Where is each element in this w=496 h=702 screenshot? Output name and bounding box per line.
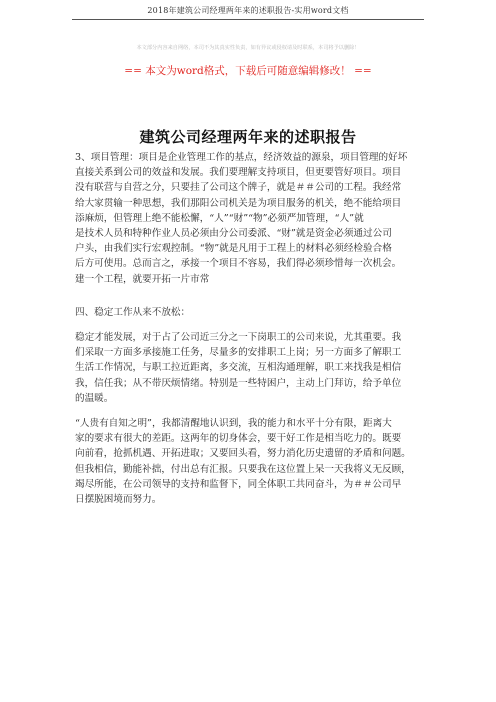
text-line: 家的要求有很大的差距。这两年的切身体会，要干好工作是相当吃力的。既要 xyxy=(75,433,402,445)
page-header-title: 2018年建筑公司经理两年来的述职报告-实用word文档 xyxy=(147,6,349,15)
text-line: 们采取一方面多承接施工任务，尽量多的安排职工上岗；另一方面多了解职工 xyxy=(75,347,402,359)
paragraph-project-management xyxy=(75,150,423,287)
text-line: 3、项目管理：项目是企业管理工作的基点，经济效益的源泉，项目管理的好坏 xyxy=(75,152,408,163)
text-line: 没有联营与自营之分，只要挂了公司这个牌子，就是＃＃公司的工程。我经常 xyxy=(75,182,402,194)
text-line: 竭尽所能，在公司领导的支持和监督下，同全体职工共同奋斗，为＃＃公司早 xyxy=(75,478,402,490)
text-line: 是技术人员和特种作业人员必须由分公司委派、“财”就是资金必须通过公司 xyxy=(75,228,392,240)
section-heading-stability xyxy=(75,305,423,320)
document-title: 建筑公司经理两年来的述职报告 xyxy=(139,128,357,146)
text-line: 生活工作情况，与职工拉近距离，多交流，互相沟通理解，职工来找我是相信 xyxy=(75,362,402,374)
header-divider xyxy=(72,19,424,20)
text-line: 建一个工程，就要开拓一片市常 xyxy=(75,273,210,285)
text-line: 直接关系到公司的效益和发展。我们要理解支持项目，但更要管好项目。项目 xyxy=(75,167,402,179)
text-line: 后方可使用。总而言之，承接一个项目不容易，我们得必须珍惜每一次机会。 xyxy=(75,258,402,270)
text-line: 户头，由我们实行宏观控制。“物”就是凡用于工程上的材料必须经检验合格 xyxy=(75,243,392,255)
paragraph-self-reflection xyxy=(75,416,423,507)
text-line: 但我相信，勤能补拙，付出总有汇报。只要我在这位置上呆一天我将义无反顾， xyxy=(75,463,411,475)
disclaimer-text: 本文部分内容来自网络，本司不为其真实性负责，如有异议或侵权请及时联系，本司将予以删除！ xyxy=(136,45,360,51)
text-line: 日摆脱困境而努力。 xyxy=(75,494,162,506)
text-line: 添麻烦，但管理上绝不能松懈，“人”“财”“物”必须严加管理，“人”就 xyxy=(75,212,364,224)
paragraph-stability xyxy=(75,330,423,406)
text-line: 向前看，抢抓机遇、开拓进取；又要回头看，努力消化历史遗留的矛盾和问题。 xyxy=(75,448,411,460)
text-line: 稳定才能发展，对于占了公司近三分之一下岗职工的公司来说，尤其重要。我 xyxy=(75,332,402,343)
text-line: 的温暖。 xyxy=(75,392,114,404)
text-line: “人贵有自知之明”，我都清醒地认识到，我的能力和水平十分有限，距离大 xyxy=(75,418,392,429)
text-line: 给大家贯输一种思想，我们那阳公司机关是为项目服务的机关，绝不能给项目 xyxy=(75,197,402,209)
text-line: 四、稳定工作从来不放松： xyxy=(75,307,191,318)
word-format-notice: == 本文为word格式，下载后可随意编辑修改！ == xyxy=(124,65,372,77)
text-line: 我，信任我；从不带厌烦情绪。特别是一些特困户，主动上门拜访，给予单位 xyxy=(75,377,402,389)
